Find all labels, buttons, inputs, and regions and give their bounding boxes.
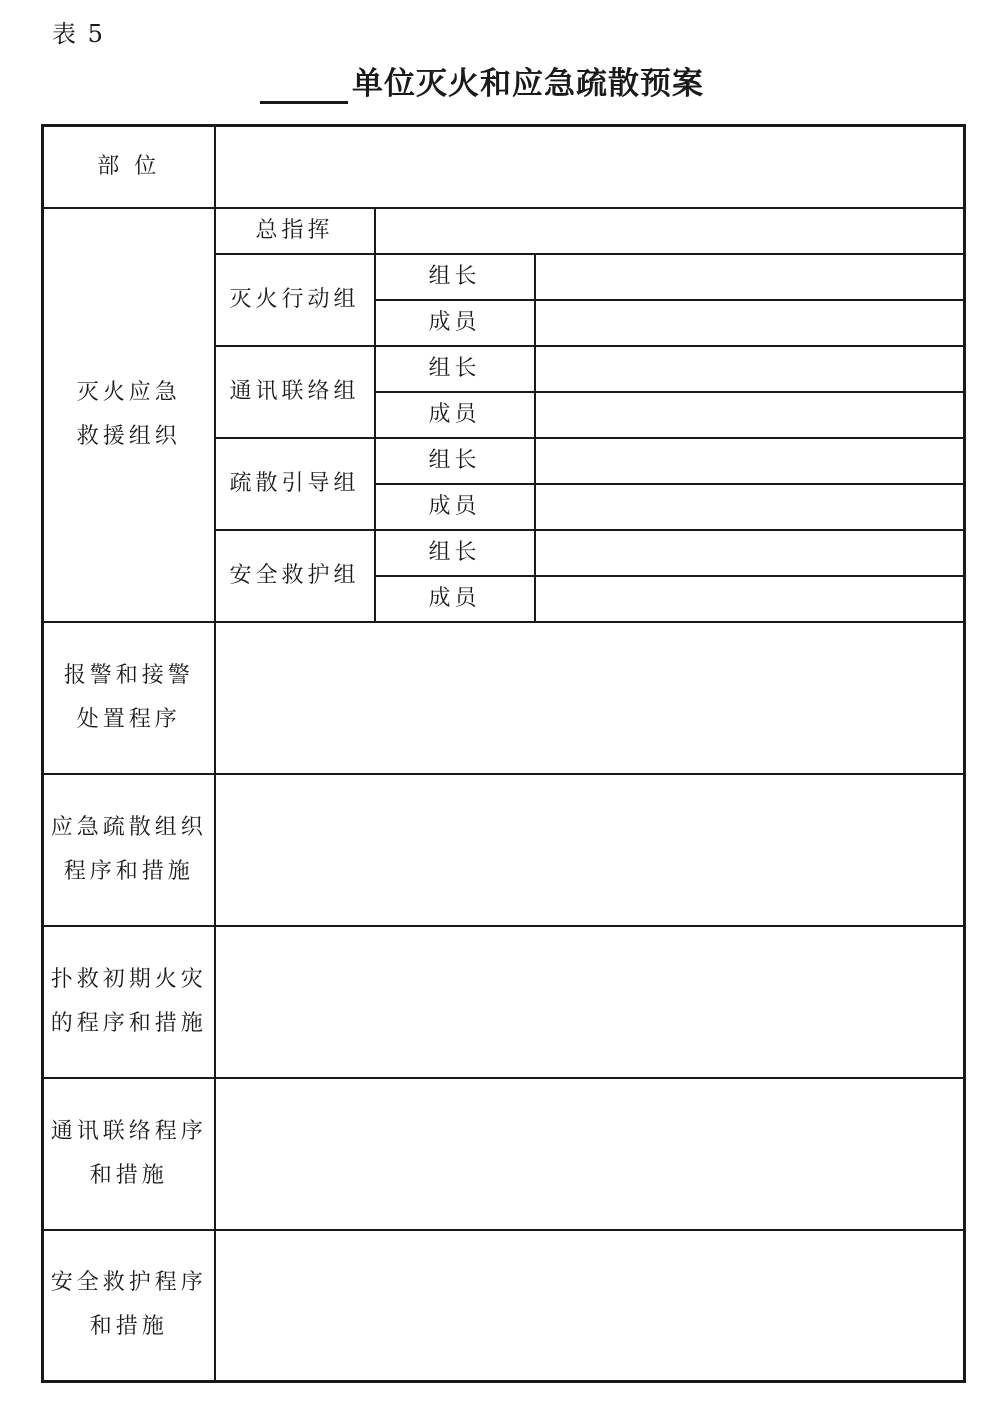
leader-label: 组长 — [375, 254, 535, 300]
org-label-line1: 灭火应急 — [76, 379, 181, 405]
rescue-row — [43, 1230, 965, 1382]
group-name-firefighting: 灭火行动组 — [215, 254, 375, 346]
leader-label: 组长 — [375, 530, 535, 576]
firefight-label: 扑救初期火灾 的程序和措施 — [43, 926, 215, 1078]
member-label: 成员 — [375, 576, 535, 622]
rescue-field[interactable] — [215, 1230, 965, 1382]
leader-label: 组长 — [375, 438, 535, 484]
evacuation-row — [43, 774, 965, 926]
comm-row — [43, 1078, 965, 1230]
comm-field[interactable] — [215, 1078, 965, 1230]
member-field[interactable] — [535, 300, 965, 346]
comm-label: 通讯联络程序 和措施 — [43, 1078, 215, 1230]
alarm-field[interactable] — [215, 622, 965, 774]
org-label-line2: 救援组织 — [76, 423, 181, 449]
leader-label: 组长 — [375, 346, 535, 392]
location-field[interactable] — [215, 126, 965, 208]
member-field[interactable] — [535, 484, 965, 530]
leader-field[interactable] — [535, 254, 965, 300]
commander-label: 总指挥 — [215, 208, 375, 254]
member-label: 成员 — [375, 392, 535, 438]
commander-row — [43, 208, 965, 254]
member-field[interactable] — [535, 576, 965, 622]
firefight-field[interactable] — [215, 926, 965, 1078]
alarm-label: 报警和接警 处置程序 — [43, 622, 215, 774]
location-label: 部 位 — [43, 126, 215, 208]
alarm-row — [43, 622, 965, 774]
leader-field[interactable] — [535, 438, 965, 484]
group-name-evacuation: 疏散引导组 — [215, 438, 375, 530]
location-row — [43, 126, 965, 208]
unit-name-blank[interactable] — [260, 61, 348, 104]
plan-table — [41, 124, 966, 1383]
member-label: 成员 — [375, 300, 535, 346]
evacuation-label: 应急疏散组织 程序和措施 — [43, 774, 215, 926]
group-name-rescue: 安全救护组 — [215, 530, 375, 622]
evacuation-field[interactable] — [215, 774, 965, 926]
leader-field[interactable] — [535, 346, 965, 392]
org-label — [43, 208, 215, 622]
firefight-row — [43, 926, 965, 1078]
member-label: 成员 — [375, 484, 535, 530]
leader-field[interactable] — [535, 530, 965, 576]
page-title — [260, 58, 704, 104]
member-field[interactable] — [535, 392, 965, 438]
rescue-label: 安全救护程序 和措施 — [43, 1230, 215, 1382]
table-label: 表 5 — [52, 20, 105, 48]
group-name-communication: 通讯联络组 — [215, 346, 375, 438]
title-text: 单位灭火和应急疏散预案 — [352, 66, 704, 102]
commander-field[interactable] — [375, 208, 965, 254]
